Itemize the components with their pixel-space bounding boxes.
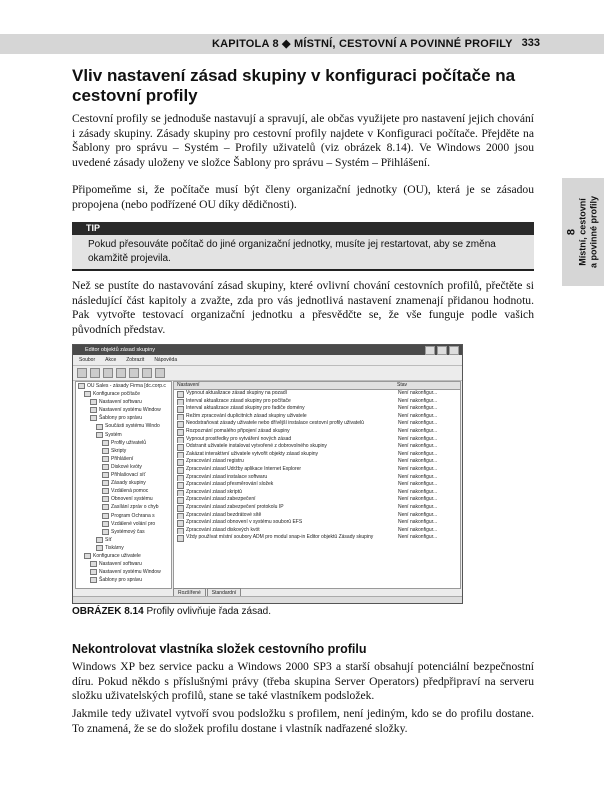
tree-node-label: Skripty [111,447,127,454]
folder-icon [84,391,91,397]
tree-node[interactable] [76,422,171,430]
policy-setting-icon [177,406,184,413]
help-icon[interactable] [142,368,152,378]
setting-row[interactable] [174,420,460,428]
window-title: Editor objektů zásad skupiny [85,347,156,353]
setting-state: Není nakonfigur... [398,443,438,450]
tree-node[interactable] [76,463,171,471]
tree-node[interactable] [76,487,171,495]
folder-icon [90,407,97,413]
column-setting[interactable]: Nastavení [177,382,200,388]
tree-node-label: Síť [105,536,112,543]
setting-state: Není nakonfigur... [398,473,438,480]
tip-label: TIP [72,222,534,235]
tree-node-label: Konfigurace počítače [93,391,140,398]
folder-icon [90,569,97,575]
list-rows [174,390,460,542]
paragraph-3: Než se pustíte do nastavování zásad skupiny, které ovlivní chování cestovních profilů, přečtěte si následující část kapitoly a zvažte, zda pro vás jednotlivá nastavení znamenají přidanou hodnotu. Pak vytvořte testovací organizační jednotku a přesvědčte se, že vše funguje podle vašich původních představ. [72,279,534,336]
setting-name: Režim zpracování duplicitních zásad skupiny uživatele [186,412,307,419]
minimize-icon[interactable] [425,346,435,355]
menu-bar [73,355,462,366]
back-icon[interactable] [77,368,87,378]
tree-node[interactable] [76,552,171,560]
setting-row[interactable] [174,405,460,413]
tree-node[interactable] [76,512,171,520]
setting-state: Není nakonfigur... [398,496,438,503]
setting-state: Není nakonfigur... [398,481,438,488]
setting-state: Není nakonfigur... [398,465,438,472]
folder-icon [96,537,103,543]
setting-row[interactable] [174,481,460,489]
tree-node-label: Konfigurace uživatele [93,552,141,559]
tip-box [72,222,534,272]
tree-node-label: Nastavení softwaru [99,399,142,406]
setting-row[interactable] [174,451,460,459]
tree-node[interactable] [76,398,171,406]
tree-node[interactable] [76,560,171,568]
tree-node-label: Přihlašovací síť [111,472,146,479]
folder-icon [90,415,97,421]
tree-node-label: Vzdálené volání pro [111,520,156,527]
policy-setting-icon [177,520,184,527]
window-controls [425,346,459,355]
toolbar [73,366,462,381]
tree-node[interactable] [76,528,171,536]
policy-setting-icon [177,482,184,489]
tree-node[interactable] [76,495,171,503]
figure-caption [72,606,271,617]
policy-setting-icon [177,414,184,421]
policy-setting-icon [177,497,184,504]
figure-screenshot [72,344,463,604]
policy-setting-icon [177,391,184,398]
caption-text: Profily ovlivňuje řada zásad. [143,606,271,617]
window-titlebar [73,345,462,355]
setting-name: Zpracování zásad registru [186,458,244,465]
folder-icon [102,448,109,454]
tree-node[interactable] [76,455,171,463]
setting-state: Není nakonfigur... [398,450,438,457]
setting-state: Není nakonfigur... [398,488,438,495]
paragraph-2: Připomeňme si, že počítače musí být členy organizační jednotky (OU), která je se zásadou propojena (nebo podřízené OU díky dědičnosti). [72,183,534,211]
status-bar [73,596,462,603]
setting-name: Odstranit uživatele instalovat vytvořené z dobrovolného skupiny [186,443,327,450]
tree-node[interactable] [76,503,171,511]
policy-setting-icon [177,528,184,535]
folder-icon [102,504,109,510]
folder-icon [102,496,109,502]
policy-setting-icon [177,505,184,512]
setting-row[interactable] [174,413,460,421]
menu-file[interactable]: Soubor [79,357,96,363]
setting-state: Není nakonfigur... [398,420,438,427]
setting-name: Interval aktualizace zásad skupiny pro řadiče domény [186,405,305,412]
tab-extended[interactable]: Rozšířené [173,588,206,598]
tree-node[interactable] [76,568,171,576]
export-list-icon[interactable] [129,368,139,378]
up-icon[interactable] [103,368,113,378]
paragraph-5: Jakmile tedy uživatel vytvoří svou podsložku s profilem, není jediným, kdo se do profilu dostane. To znamená, že se do složek profilu dostane i vlastník nadřazené složky. [72,707,534,735]
tree-node-label: Součásti systému Windo [105,423,160,430]
setting-name: Vypnout prostředky pro vytváření nových zásad [186,435,292,442]
chapter-side-tab [562,178,604,286]
policy-setting-icon [177,437,184,444]
setting-row[interactable] [174,436,460,444]
setting-name: Zpracování zásad přesměrování složek [186,481,274,488]
tree-node-label: Program Ochrana s [111,512,155,519]
setting-state: Není nakonfigur... [398,458,438,465]
setting-name: Zpracování zásad Údržby aplikace Internet Explorer [186,465,302,472]
setting-state: Není nakonfigur... [398,390,438,396]
policy-setting-icon [177,490,184,497]
setting-name: Zpracování zásad zabezpečení [186,496,256,503]
setting-row[interactable] [174,489,460,497]
tree-node-label: Systém [105,431,122,438]
tree-node-label: OU Sales - zásady Firma [dc.corp.c [87,383,166,389]
setting-row[interactable] [174,496,460,504]
setting-row[interactable] [174,458,460,466]
tree-node[interactable] [76,414,171,422]
folder-icon [90,561,97,567]
tree-node[interactable] [76,431,171,439]
setting-row[interactable] [174,504,460,512]
setting-name: Zpracování zásad diskových kvót [186,526,260,533]
setting-row[interactable] [174,398,460,406]
tree-node[interactable] [76,390,171,398]
setting-row[interactable] [174,519,460,527]
tree-node-label: Přihlášení [111,455,134,462]
folder-icon [102,480,109,486]
tree-node[interactable] [76,406,171,414]
tree-node[interactable] [76,439,171,447]
setting-state: Není nakonfigur... [398,511,438,518]
folder-icon [102,529,109,535]
folder-icon [90,577,97,583]
setting-name: Zpracování zásad bezdrátové sítě [186,511,262,518]
tree-node-label: Šablony pro správu [99,577,143,584]
settings-list [173,381,461,589]
setting-state: Není nakonfigur... [398,397,438,404]
folder-icon [102,464,109,470]
policy-setting-icon [177,399,184,406]
folder-icon [102,488,109,494]
tree-node-label: Zasílání zpráv o chyb [111,504,159,511]
folder-icon [84,553,91,559]
setting-state: Není nakonfigur... [398,412,438,419]
subsection-heading: Nekontrolovat vlastníka složek cestovního profilu [72,642,367,656]
policy-setting-icon [177,475,184,482]
setting-name: Zpracování zásad zabezpečení protokolu IP [186,503,284,510]
setting-state: Není nakonfigur... [398,427,438,434]
policy-setting-icon [177,467,184,474]
tree-node[interactable] [76,576,171,584]
setting-name: Vždy používat místní soubory ADM pro modul snap-in Editor objektů Zásady skupiny [186,534,374,541]
tree-node[interactable] [76,536,171,544]
running-header [0,34,604,54]
setting-state: Není nakonfigur... [398,534,438,541]
folder-icon [96,424,103,430]
paragraph-1: Cestovní profily se jednoduše nastavují a spravují, ale občas využijete pro nastavení jejich chování i zásady skupiny. Zásady skupiny pro cestovní profily najdete v Konfiguraci počítače. Přejděte na Šablony pro správu – Systém – Profily uživatelů (viz obrázek 8.14). Ve Windows 2000 jsou uvedené zásady uloženy ve složce Šablony pro správu – Systém – Přihlášení. [72,112,534,169]
console-tree [75,381,172,589]
policy-setting-icon [177,429,184,436]
setting-row[interactable] [174,428,460,436]
side-tab-line1: Místní, cestovní [577,198,588,266]
tree-node[interactable] [76,479,171,487]
setting-row[interactable] [174,527,460,535]
show-hide-tree-icon[interactable] [116,368,126,378]
caption-label: OBRÁZEK 8.14 [72,606,144,617]
setting-state: Není nakonfigur... [398,503,438,510]
setting-row[interactable] [174,474,460,482]
setting-state: Není nakonfigur... [398,526,438,533]
setting-name: Zpracování zásad instalace softwaru [186,473,268,480]
setting-name: Neodstraňovat zásady uživatele nebo dřívější instalace cestovní profily uživatelů [186,420,364,427]
tree-node-label: Nastavení systému Window [99,569,161,576]
tree-node-label: Obnovení systému [111,496,153,503]
policy-setting-icon [177,513,184,520]
menu-action[interactable]: Akce [105,357,117,363]
setting-state: Není nakonfigur... [398,405,438,412]
maximize-icon[interactable] [437,346,447,355]
chapter-title: KAPITOLA 8 ◆ MÍSTNÍ, CESTOVNÍ A POVINNÉ PROFILY [212,38,513,50]
tree-node[interactable] [76,447,171,455]
menu-help[interactable]: Nápověda [154,357,178,363]
tree-node-label: Šablony pro správu [99,415,143,422]
folder-icon [102,472,109,478]
setting-name: Interval aktualizace zásad skupiny pro počítače [186,397,291,404]
properties-icon[interactable] [155,368,165,378]
tree-node-label: Profily uživatelů [111,439,147,446]
paragraph-4: Windows XP bez service packu a Windows 2000 SP3 a starší obsahují potenciální bezpečnostní díru. Pokud někdo s příslušnými právy (třeba skupina Server Operators) předpřipraví na serveru složku uživatelských profilů, stane se také vlastníkem podsložek. [72,660,534,703]
side-tab-line2: a povinné profily [588,195,599,269]
folder-icon [90,399,97,405]
setting-row[interactable] [174,512,460,520]
list-header [174,382,460,390]
folder-icon [102,456,109,462]
policy-setting-icon [177,444,184,451]
policy-setting-icon [177,459,184,466]
folder-icon [96,432,103,438]
setting-name: Zpracování zásad skriptů [186,488,242,495]
tree-node-label: Zásady skupiny [111,480,146,487]
setting-name: Rozpoznání pomalého připojení zásad skupiny [186,427,290,434]
setting-row[interactable] [174,534,460,542]
side-tab-number: 8 [565,228,578,236]
policy-setting-icon [177,535,184,542]
tree-node[interactable] [76,382,171,390]
tree-node-label: Vzdálená pomoc [111,488,149,495]
forward-icon[interactable] [90,368,100,378]
tree-node-label: Systémový čas [111,528,145,535]
folder-icon [96,545,103,551]
tree-node[interactable] [76,471,171,479]
tip-text: Pokud přesouváte počítač do jiné organizační jednotky, musíte jej restartovat, aby se změna okamžitě projevila. [72,235,534,271]
column-state[interactable]: Stav [397,382,408,388]
policy-setting-icon [177,421,184,428]
close-icon[interactable] [449,346,459,355]
folder-icon [102,521,109,527]
folder-icon [102,440,109,446]
setting-row[interactable] [174,466,460,474]
setting-name: Vypnout aktualizace zásad skupiny na pozadí [186,390,287,396]
tree-node-label: Tiskárny [105,544,124,551]
setting-row[interactable] [174,390,460,398]
policy-setting-icon [177,452,184,459]
tree-node-label: Diskové kvóty [111,463,142,470]
setting-state: Není nakonfigur... [398,519,438,526]
tree-node[interactable] [76,544,171,552]
section-heading: Vliv nastavení zásad skupiny v konfiguraci počítače na cestovní profily [72,66,516,105]
menu-view[interactable]: Zobrazit [126,357,145,363]
folder-icon [78,383,85,389]
setting-name: Zakázat interaktivní uživatele vytvořit objekty zásad skupiny [186,450,319,457]
side-tab-text [567,196,600,268]
tree-node-label: Nastavení softwaru [99,561,142,568]
setting-row[interactable] [174,443,460,451]
setting-name: Zpracování zásad obnovení v systému souborů EFS [186,519,303,526]
tree-node[interactable] [76,520,171,528]
setting-state: Není nakonfigur... [398,435,438,442]
tab-standard[interactable]: Standardní [207,588,241,598]
tree-node-label: Nastavení systému Window [99,407,161,414]
folder-icon [102,513,109,519]
page-number: 333 [521,37,540,49]
